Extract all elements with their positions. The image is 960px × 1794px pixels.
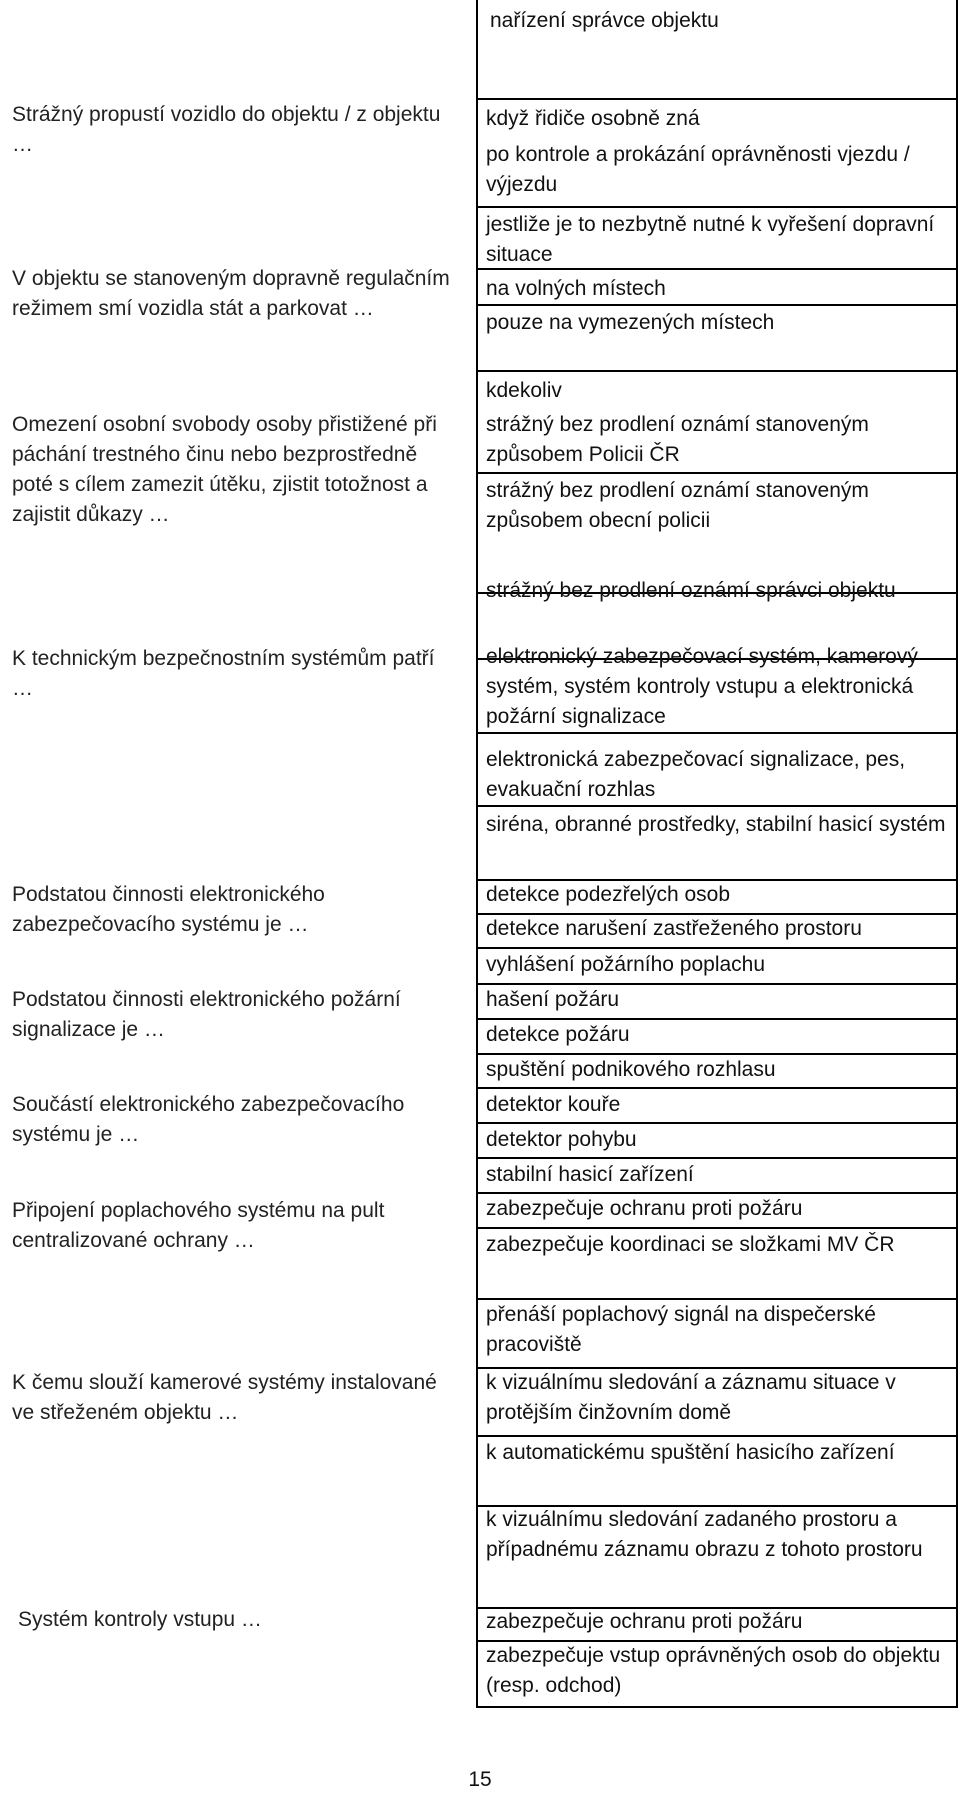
answer: na volných místech	[486, 277, 666, 300]
answer: pouze na vymezených místech	[486, 311, 775, 334]
question: Součástí elektronického zabezpečovacího systému je …	[12, 1093, 405, 1146]
answer: vyhlášení požárního poplachu	[486, 953, 766, 976]
table-divider-left-of-answers	[476, 0, 478, 1708]
answer: zabezpečuje vstup oprávněných osob do objektu (resp. odchod)	[486, 1644, 941, 1697]
answer: přenáší poplachový signál na dispečerské pracoviště	[486, 1303, 876, 1356]
row-line	[476, 1227, 958, 1229]
answer: spuštění podnikového rozhlasu	[486, 1058, 776, 1081]
row-line	[476, 805, 958, 807]
row-line	[476, 947, 958, 949]
row-line	[476, 1435, 958, 1437]
answer: elektronická zabezpečovací signalizace, pes, evakuační rozhlas	[486, 748, 906, 801]
row-line	[476, 1157, 958, 1159]
answer: stabilní hasicí zařízení	[486, 1163, 694, 1186]
answer: k vizuálnímu sledování zadaného prostoru a případnému záznamu obrazu z tohoto prostoru	[486, 1508, 923, 1561]
table-border-right	[956, 0, 958, 1708]
answer: strážný bez prodlení oznámí stanoveným způsobem obecní policii	[486, 479, 869, 532]
row-line	[476, 206, 958, 208]
question: Omezení osobní svobody osoby přistižené při páchání trestného činu nebo bezprostředně poté s cílem zamezit útěku, zjistit totožnost a zajistit důkazy …	[12, 413, 437, 526]
answer: zabezpečuje ochranu proti požáru	[486, 1197, 803, 1220]
header-answer: nařízení správce objektu	[490, 9, 719, 32]
answer: zabezpečuje koordinaci se složkami MV ČR	[486, 1233, 895, 1256]
question: K čemu slouží kamerové systémy instalované ve střeženém objektu …	[12, 1371, 437, 1424]
question: Systém kontroly vstupu …	[18, 1608, 262, 1631]
answer: kdekoliv	[486, 379, 562, 402]
answer: siréna, obranné prostředky, stabilní hasicí systém	[486, 813, 946, 836]
question: V objektu se stanoveným dopravně regulačním režimem smí vozidla stát a parkovat …	[12, 267, 450, 320]
question: Strážný propustí vozidlo do objektu / z objektu …	[12, 103, 441, 156]
answer: detekce narušení zastřeženého prostoru	[486, 917, 862, 940]
answer: k vizuálnímu sledování a záznamu situace v protějším činžovním domě	[486, 1371, 896, 1424]
answer: detekce podezřelých osob	[486, 883, 730, 906]
answer: po kontrole a prokázání oprávněnosti vjezdu / výjezdu	[486, 143, 910, 196]
answer: detekce požáru	[486, 1023, 630, 1046]
row-line	[476, 732, 958, 734]
question: Podstatou činnosti elektronického zabezpečovacího systému je …	[12, 883, 325, 936]
answer: elektronický zabezpečovací systém, kamerový systém, systém kontroly vstupu a elektronická požární signalizace	[486, 645, 918, 728]
question: Připojení poplachového systému na pult centralizované ochrany …	[12, 1199, 385, 1252]
row-line	[476, 370, 958, 372]
row-line	[476, 98, 958, 100]
answer: hašení požáru	[486, 988, 620, 1011]
answer: detektor pohybu	[486, 1128, 637, 1151]
answer: zabezpečuje ochranu proti požáru	[486, 1610, 803, 1633]
row-line	[476, 1122, 958, 1124]
answer: k automatickému spuštění hasicího zařízení	[486, 1441, 895, 1464]
row-line	[476, 1087, 958, 1089]
answer: strážný bez prodlení oznámí stanoveným způsobem Policii ČR	[486, 413, 869, 466]
answer: strážný bez prodlení oznámí správci objektu	[486, 579, 896, 602]
row-line	[476, 472, 958, 474]
answer: detektor kouře	[486, 1093, 621, 1116]
table-border-bottom	[476, 1706, 958, 1708]
answer: když řidiče osobně zná	[486, 107, 700, 130]
question: Podstatou činnosti elektronického požární signalizace je …	[12, 988, 401, 1041]
question: K technickým bezpečnostním systémům patří …	[12, 647, 435, 700]
row-line	[476, 304, 958, 306]
page-number: 15	[468, 1768, 492, 1791]
answer: jestliže je to nezbytně nutné k vyřešení dopravní situace	[486, 213, 935, 266]
